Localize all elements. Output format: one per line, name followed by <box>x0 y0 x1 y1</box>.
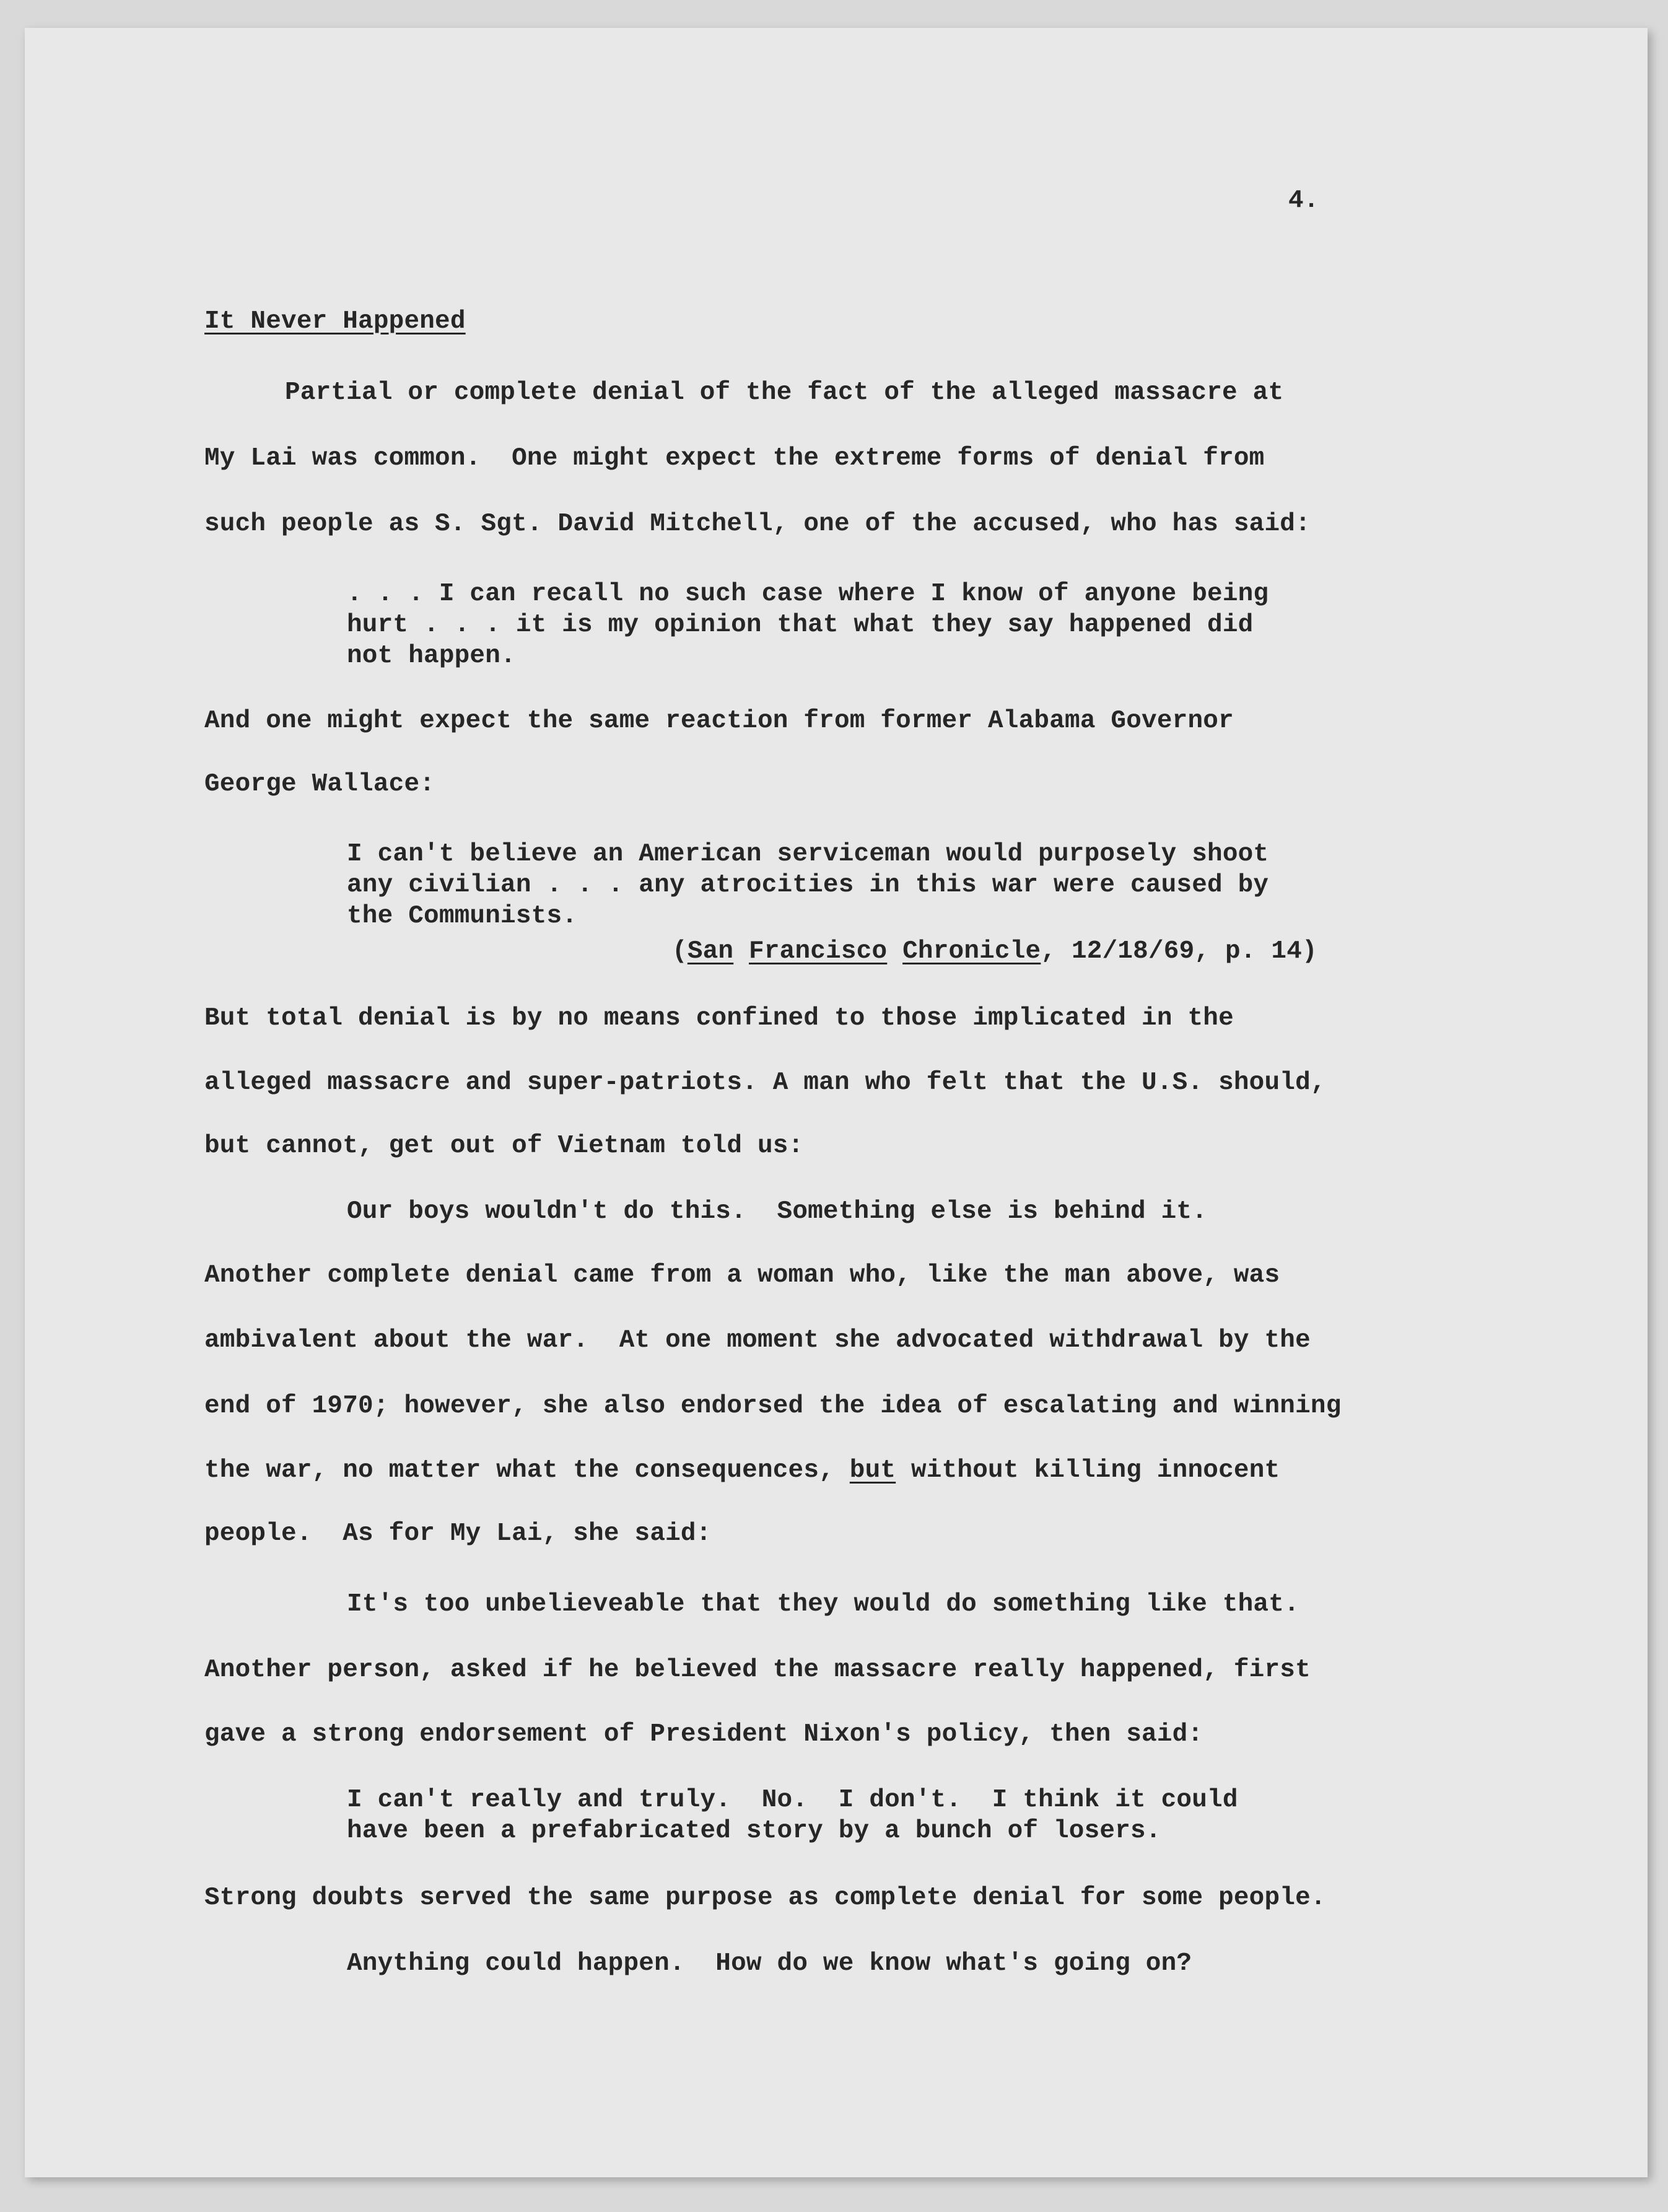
text-run: the war, no matter what the consequences, <box>204 1456 850 1485</box>
body-line: such people as S. Sgt. David Mitchell, one of the accused, who has said: <box>204 510 1311 538</box>
block-quote-line: Anything could happen. How do we know what's going on? <box>347 1949 1192 1978</box>
citation <box>672 937 1317 966</box>
block-quote-line: any civilian . . . any atrocities in this war were caused by <box>347 871 1269 899</box>
body-line: Partial or complete denial of the fact of the alleged massacre at <box>285 378 1284 407</box>
body-line: But total denial is by no means confined to those implicated in the <box>204 1004 1234 1033</box>
citation-details: , 12/18/69, p. 14) <box>1041 937 1317 966</box>
body-line: Strong doubts served the same purpose as complete denial for some people. <box>204 1884 1326 1912</box>
emphasized-word: but <box>849 1456 896 1485</box>
body-line: And one might expect the same reaction from former Alabama Governor <box>204 707 1234 735</box>
body-line: people. As for My Lai, she said: <box>204 1519 712 1548</box>
body-line: but cannot, get out of Vietnam told us: <box>204 1132 804 1160</box>
block-quote-line: the Communists. <box>347 902 578 930</box>
body-line: end of 1970; however, she also endorsed the idea of escalating and winning <box>204 1392 1342 1420</box>
citation-source-word: San <box>687 937 734 966</box>
body-line: My Lai was common. One might expect the extreme forms of denial from <box>204 444 1265 473</box>
citation-open: ( <box>672 937 688 966</box>
block-quote-line: Our boys wouldn't do this. Something else is behind it. <box>347 1197 1208 1226</box>
body-line <box>204 1456 1280 1485</box>
body-line: Another complete denial came from a woman who, like the man above, was <box>204 1261 1280 1290</box>
block-quote-line: . . . I can recall no such case where I know of anyone being <box>347 580 1269 608</box>
block-quote-line: hurt . . . it is my opinion that what they say happened did <box>347 611 1254 639</box>
body-line: gave a strong endorsement of President Nixon's policy, then said: <box>204 1720 1203 1749</box>
block-quote-line: not happen. <box>347 642 516 670</box>
citation-source-word: Francisco <box>749 937 888 966</box>
block-quote-line: I can't believe an American serviceman would purposely shoot <box>347 840 1269 868</box>
text-run: without killing innocent <box>896 1456 1280 1485</box>
body-line: George Wallace: <box>204 770 435 798</box>
page-number: 4. <box>1288 186 1319 215</box>
section-heading: It Never Happened <box>204 307 466 336</box>
document-page <box>25 28 1648 2177</box>
body-line: Another person, asked if he believed the massacre really happened, first <box>204 1656 1311 1684</box>
body-line: alleged massacre and super-patriots. A man who felt that the U.S. should, <box>204 1069 1326 1097</box>
block-quote-line: have been a prefabricated story by a bunch of losers. <box>347 1817 1161 1845</box>
body-line: ambivalent about the war. At one moment she advocated withdrawal by the <box>204 1326 1311 1355</box>
citation-source-word: Chronicle <box>902 937 1041 966</box>
block-quote-line: It's too unbelieveable that they would do something like that. <box>347 1590 1299 1619</box>
block-quote-line: I can't really and truly. No. I don't. I think it could <box>347 1786 1238 1814</box>
